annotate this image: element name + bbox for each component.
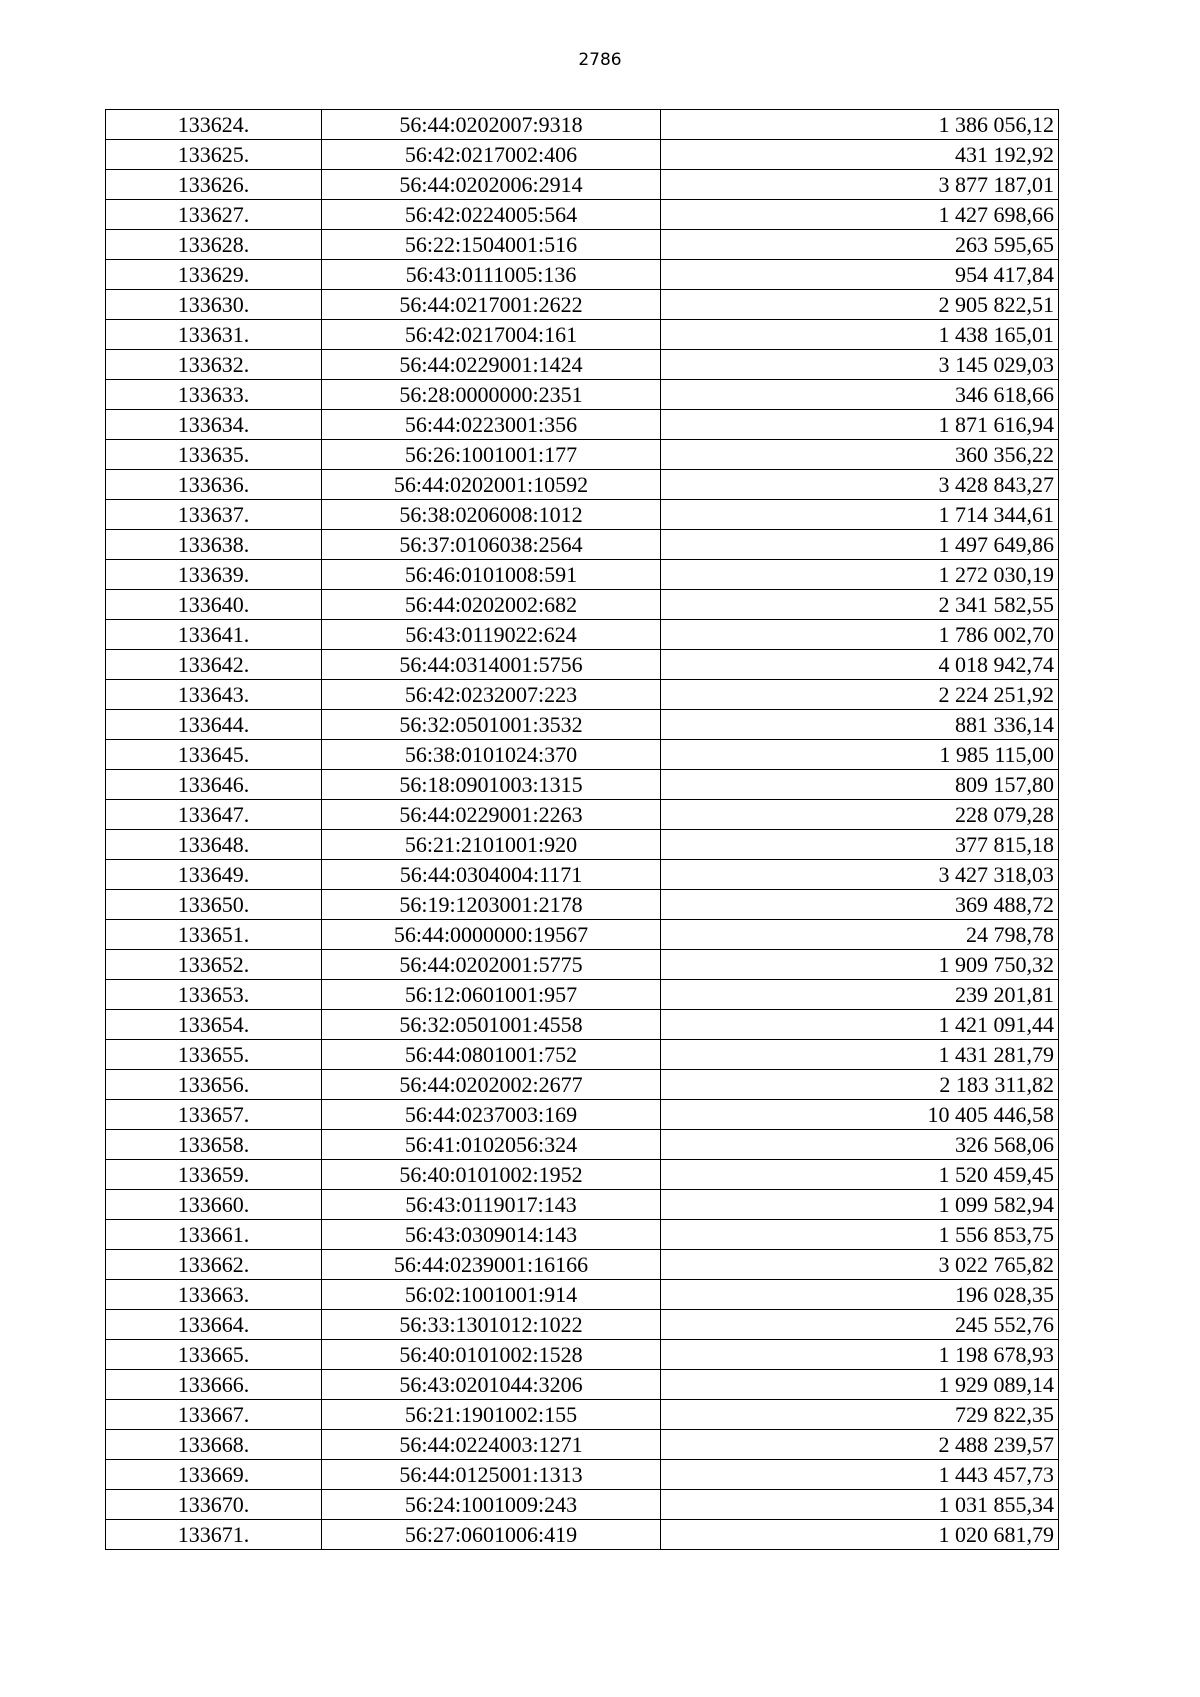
cadastral-value-cell: 369 488,72: [661, 890, 1059, 920]
row-number-cell: 133635.: [106, 440, 322, 470]
cadastral-value-cell: 196 028,35: [661, 1280, 1059, 1310]
table-row: [106, 110, 1059, 140]
table-row: [106, 530, 1059, 560]
cadastral-number-cell: 56:38:0101024:370: [322, 740, 661, 770]
table-row: [106, 680, 1059, 710]
table-row: [106, 1250, 1059, 1280]
row-number-cell: 133666.: [106, 1370, 322, 1400]
cadastral-number-cell: 56:44:0801001:752: [322, 1040, 661, 1070]
cadastral-value-cell: 1 431 281,79: [661, 1040, 1059, 1070]
cadastral-value-cell: 1 386 056,12: [661, 110, 1059, 140]
table-row: [106, 710, 1059, 740]
table-row: [106, 1040, 1059, 1070]
table-row: [106, 1130, 1059, 1160]
cadastral-number-cell: 56:33:1301012:1022: [322, 1310, 661, 1340]
table-row: [106, 500, 1059, 530]
cadastral-number-cell: 56:44:0000000:19567: [322, 920, 661, 950]
cadastral-number-cell: 56:43:0119022:624: [322, 620, 661, 650]
cadastral-value-cell: 245 552,76: [661, 1310, 1059, 1340]
table-body: [106, 110, 1059, 1550]
row-number-cell: 133662.: [106, 1250, 322, 1280]
row-number-cell: 133659.: [106, 1160, 322, 1190]
row-number-cell: 133629.: [106, 260, 322, 290]
cadastral-number-cell: 56:32:0501001:4558: [322, 1010, 661, 1040]
table-row: [106, 920, 1059, 950]
row-number-cell: 133643.: [106, 680, 322, 710]
cadastral-value-cell: 4 018 942,74: [661, 650, 1059, 680]
cadastral-value-cell: 1 272 030,19: [661, 560, 1059, 590]
table-row: [106, 560, 1059, 590]
table-row: [106, 170, 1059, 200]
table-row: [106, 1070, 1059, 1100]
cadastral-number-cell: 56:44:0202006:2914: [322, 170, 661, 200]
cadastral-value-cell: 2 341 582,55: [661, 590, 1059, 620]
cadastral-number-cell: 56:24:1001009:243: [322, 1490, 661, 1520]
row-number-cell: 133653.: [106, 980, 322, 1010]
row-number-cell: 133636.: [106, 470, 322, 500]
table-row: [106, 140, 1059, 170]
row-number-cell: 133639.: [106, 560, 322, 590]
cadastral-value-cell: 360 356,22: [661, 440, 1059, 470]
cadastral-number-cell: 56:44:0125001:1313: [322, 1460, 661, 1490]
table-row: [106, 230, 1059, 260]
cadastral-number-cell: 56:44:0239001:16166: [322, 1250, 661, 1280]
table-row: [106, 1370, 1059, 1400]
cadastral-value-cell: 10 405 446,58: [661, 1100, 1059, 1130]
cadastral-number-cell: 56:43:0111005:136: [322, 260, 661, 290]
row-number-cell: 133648.: [106, 830, 322, 860]
row-number-cell: 133660.: [106, 1190, 322, 1220]
row-number-cell: 133626.: [106, 170, 322, 200]
cadastral-value-cell: 1 909 750,32: [661, 950, 1059, 980]
row-number-cell: 133632.: [106, 350, 322, 380]
row-number-cell: 133642.: [106, 650, 322, 680]
cadastral-value-cell: 1 556 853,75: [661, 1220, 1059, 1250]
cadastral-value-cell: 1 786 002,70: [661, 620, 1059, 650]
cadastral-value-cell: 1 438 165,01: [661, 320, 1059, 350]
table-row: [106, 1430, 1059, 1460]
cadastral-number-cell: 56:26:1001001:177: [322, 440, 661, 470]
cadastral-number-cell: 56:42:0224005:564: [322, 200, 661, 230]
cadastral-number-cell: 56:38:0206008:1012: [322, 500, 661, 530]
cadastral-number-cell: 56:44:0202007:9318: [322, 110, 661, 140]
row-number-cell: 133649.: [106, 860, 322, 890]
cadastral-value-cell: 1 929 089,14: [661, 1370, 1059, 1400]
cadastral-number-cell: 56:22:1504001:516: [322, 230, 661, 260]
table-row: [106, 830, 1059, 860]
page-number: 2786: [578, 50, 622, 70]
row-number-cell: 133628.: [106, 230, 322, 260]
cadastral-value-cell: 1 020 681,79: [661, 1520, 1059, 1550]
cadastral-value-cell: 1 714 344,61: [661, 500, 1059, 530]
cadastral-number-cell: 56:44:0202002:2677: [322, 1070, 661, 1100]
cadastral-number-cell: 56:46:0101008:591: [322, 560, 661, 590]
table-row: [106, 1190, 1059, 1220]
table-row: [106, 260, 1059, 290]
table-row: [106, 1520, 1059, 1550]
cadastral-number-cell: 56:21:2101001:920: [322, 830, 661, 860]
table-row: [106, 1400, 1059, 1430]
table-row: [106, 1010, 1059, 1040]
row-number-cell: 133657.: [106, 1100, 322, 1130]
cadastral-value-table: [105, 109, 1059, 1550]
table-row: [106, 200, 1059, 230]
row-number-cell: 133663.: [106, 1280, 322, 1310]
table-row: [106, 650, 1059, 680]
cadastral-number-cell: 56:44:0304004:1171: [322, 860, 661, 890]
cadastral-value-cell: 954 417,84: [661, 260, 1059, 290]
row-number-cell: 133651.: [106, 920, 322, 950]
cadastral-value-cell: 431 192,92: [661, 140, 1059, 170]
row-number-cell: 133644.: [106, 710, 322, 740]
row-number-cell: 133631.: [106, 320, 322, 350]
cadastral-number-cell: 56:44:0202001:5775: [322, 950, 661, 980]
cadastral-number-cell: 56:44:0202001:10592: [322, 470, 661, 500]
cadastral-value-cell: 228 079,28: [661, 800, 1059, 830]
cadastral-number-cell: 56:40:0101002:1528: [322, 1340, 661, 1370]
row-number-cell: 133624.: [106, 110, 322, 140]
cadastral-number-cell: 56:42:0232007:223: [322, 680, 661, 710]
cadastral-number-cell: 56:44:0229001:1424: [322, 350, 661, 380]
cadastral-number-cell: 56:32:0501001:3532: [322, 710, 661, 740]
cadastral-value-cell: 263 595,65: [661, 230, 1059, 260]
cadastral-value-cell: 326 568,06: [661, 1130, 1059, 1160]
cadastral-value-cell: 346 618,66: [661, 380, 1059, 410]
table-row: [106, 1160, 1059, 1190]
table-row: [106, 860, 1059, 890]
cadastral-value-cell: 2 183 311,82: [661, 1070, 1059, 1100]
row-number-cell: 133627.: [106, 200, 322, 230]
cadastral-number-cell: 56:44:0237003:169: [322, 1100, 661, 1130]
cadastral-number-cell: 56:44:0314001:5756: [322, 650, 661, 680]
row-number-cell: 133634.: [106, 410, 322, 440]
row-number-cell: 133656.: [106, 1070, 322, 1100]
table-row: [106, 320, 1059, 350]
table-row: [106, 1220, 1059, 1250]
cadastral-value-cell: 1 031 855,34: [661, 1490, 1059, 1520]
row-number-cell: 133670.: [106, 1490, 322, 1520]
table-row: [106, 770, 1059, 800]
cadastral-value-cell: 3 022 765,82: [661, 1250, 1059, 1280]
cadastral-number-cell: 56:12:0601001:957: [322, 980, 661, 1010]
cadastral-number-cell: 56:41:0102056:324: [322, 1130, 661, 1160]
row-number-cell: 133654.: [106, 1010, 322, 1040]
row-number-cell: 133640.: [106, 590, 322, 620]
cadastral-value-cell: 1 985 115,00: [661, 740, 1059, 770]
row-number-cell: 133647.: [106, 800, 322, 830]
row-number-cell: 133652.: [106, 950, 322, 980]
cadastral-value-cell: 729 822,35: [661, 1400, 1059, 1430]
row-number-cell: 133665.: [106, 1340, 322, 1370]
cadastral-value-cell: 239 201,81: [661, 980, 1059, 1010]
row-number-cell: 133641.: [106, 620, 322, 650]
table-row: [106, 290, 1059, 320]
row-number-cell: 133661.: [106, 1220, 322, 1250]
cadastral-number-cell: 56:42:0217004:161: [322, 320, 661, 350]
cadastral-value-cell: 377 815,18: [661, 830, 1059, 860]
row-number-cell: 133671.: [106, 1520, 322, 1550]
table-row: [106, 350, 1059, 380]
cadastral-number-cell: 56:42:0217002:406: [322, 140, 661, 170]
cadastral-value-cell: 3 427 318,03: [661, 860, 1059, 890]
table-row: [106, 1280, 1059, 1310]
cadastral-value-cell: 809 157,80: [661, 770, 1059, 800]
cadastral-value-cell: 1 427 698,66: [661, 200, 1059, 230]
row-number-cell: 133625.: [106, 140, 322, 170]
row-number-cell: 133645.: [106, 740, 322, 770]
cadastral-value-cell: 1 520 459,45: [661, 1160, 1059, 1190]
cadastral-value-cell: 3 428 843,27: [661, 470, 1059, 500]
table-row: [106, 950, 1059, 980]
cadastral-number-cell: 56:19:1203001:2178: [322, 890, 661, 920]
table-row: [106, 1100, 1059, 1130]
table-row: [106, 410, 1059, 440]
cadastral-value-cell: 1 443 457,73: [661, 1460, 1059, 1490]
row-number-cell: 133655.: [106, 1040, 322, 1070]
cadastral-number-cell: 56:40:0101002:1952: [322, 1160, 661, 1190]
cadastral-value-cell: 3 877 187,01: [661, 170, 1059, 200]
cadastral-number-cell: 56:02:1001001:914: [322, 1280, 661, 1310]
table-row: [106, 1340, 1059, 1370]
row-number-cell: 133638.: [106, 530, 322, 560]
cadastral-number-cell: 56:28:0000000:2351: [322, 380, 661, 410]
cadastral-number-cell: 56:27:0601006:419: [322, 1520, 661, 1550]
row-number-cell: 133664.: [106, 1310, 322, 1340]
row-number-cell: 133633.: [106, 380, 322, 410]
cadastral-number-cell: 56:44:0202002:682: [322, 590, 661, 620]
cadastral-number-cell: 56:44:0217001:2622: [322, 290, 661, 320]
cadastral-value-cell: 2 905 822,51: [661, 290, 1059, 320]
cadastral-value-cell: 2 488 239,57: [661, 1430, 1059, 1460]
table-row: [106, 590, 1059, 620]
cadastral-value-cell: 24 798,78: [661, 920, 1059, 950]
table-row: [106, 440, 1059, 470]
table-row: [106, 1460, 1059, 1490]
table-row: [106, 980, 1059, 1010]
cadastral-number-cell: 56:37:0106038:2564: [322, 530, 661, 560]
cadastral-number-cell: 56:43:0119017:143: [322, 1190, 661, 1220]
row-number-cell: 133630.: [106, 290, 322, 320]
table-row: [106, 380, 1059, 410]
cadastral-value-cell: 1 871 616,94: [661, 410, 1059, 440]
row-number-cell: 133668.: [106, 1430, 322, 1460]
table-row: [106, 1310, 1059, 1340]
cadastral-number-cell: 56:21:1901002:155: [322, 1400, 661, 1430]
table-row: [106, 1490, 1059, 1520]
cadastral-value-cell: 881 336,14: [661, 710, 1059, 740]
cadastral-value-cell: 1 198 678,93: [661, 1340, 1059, 1370]
cadastral-number-cell: 56:44:0223001:356: [322, 410, 661, 440]
cadastral-value-cell: 3 145 029,03: [661, 350, 1059, 380]
table-row: [106, 800, 1059, 830]
row-number-cell: 133658.: [106, 1130, 322, 1160]
cadastral-number-cell: 56:43:0309014:143: [322, 1220, 661, 1250]
row-number-cell: 133669.: [106, 1460, 322, 1490]
row-number-cell: 133637.: [106, 500, 322, 530]
row-number-cell: 133650.: [106, 890, 322, 920]
cadastral-value-cell: 1 421 091,44: [661, 1010, 1059, 1040]
table-row: [106, 470, 1059, 500]
cadastral-number-cell: 56:44:0229001:2263: [322, 800, 661, 830]
cadastral-value-cell: 1 099 582,94: [661, 1190, 1059, 1220]
row-number-cell: 133646.: [106, 770, 322, 800]
cadastral-value-cell: 1 497 649,86: [661, 530, 1059, 560]
table-row: [106, 740, 1059, 770]
cadastral-number-cell: 56:18:0901003:1315: [322, 770, 661, 800]
table-row: [106, 890, 1059, 920]
cadastral-value-cell: 2 224 251,92: [661, 680, 1059, 710]
cadastral-number-cell: 56:44:0224003:1271: [322, 1430, 661, 1460]
row-number-cell: 133667.: [106, 1400, 322, 1430]
table-row: [106, 620, 1059, 650]
cadastral-number-cell: 56:43:0201044:3206: [322, 1370, 661, 1400]
